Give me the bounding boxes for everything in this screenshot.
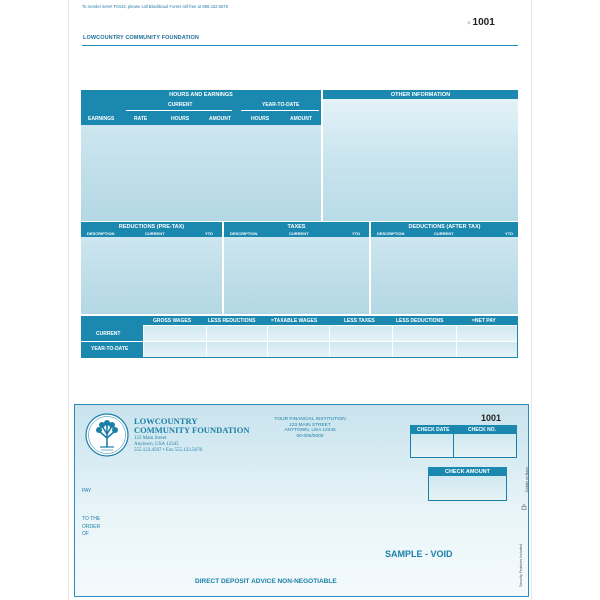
col-rate: RATE [134,116,148,122]
total-cell [207,342,267,357]
totals-col-less-taxes: LESS TAXES [344,318,375,324]
details-on-back-text: Details on Back [525,467,529,492]
check-number: 1001 [481,413,502,423]
direct-deposit-advice: DIRECT DEPOSIT ADVICE NON-NEGOTIABLE [195,578,337,585]
bank-street: 123 MAIN STREET [289,422,331,428]
total-cell [268,342,329,357]
lock-icon [521,497,527,503]
totals-col-less-reductions: LESS REDUCTIONS [208,318,256,324]
sample-void: SAMPLE - VOID [385,549,453,559]
tree-logo-icon [84,412,130,458]
total-cell [457,326,517,341]
bank-routing: 00-000/0000 [296,433,324,439]
check-address2: Anytown, USA 12345 [134,442,179,447]
ytd-underline [241,110,319,111]
col-amount-ytd: AMOUNT [290,116,312,122]
taxes-col-ytd: YTD [352,231,360,236]
pay-label: PAY [82,488,92,494]
check-org-name [134,417,249,435]
bank-city: ANYTOWN, USA 12345 [284,428,336,433]
totals-col-taxable: =TAXABLE WAGES [271,318,318,324]
check-no-field [454,434,516,457]
hours-earnings-body [81,125,321,221]
other-info-header: OTHER INFORMATION [323,90,518,99]
col-hours-ytd: HOURS [251,116,270,122]
details-side-text [525,467,533,492]
totals-col-net-pay: =NET PAY [472,318,496,324]
deductions-col-description: DESCRIPTION [377,231,405,236]
reductions-col-current: CURRENT [145,231,165,236]
col-hours-current: HOURS [171,116,190,122]
hours-earnings-header: HOURS AND EARNINGS [81,90,321,99]
totals-col-gross: GROSS WAGES [153,318,192,324]
total-cell [393,342,456,357]
of-label: OF [82,531,89,537]
taxes-col-current: CURRENT [289,231,309,236]
reorder-note: To reorder item# F0443, please call Blackbaud Forms toll-free at 888.432.5578 [82,4,228,9]
totals-row-ytd: YEAR-TO-DATE [91,346,129,352]
taxes-header: TAXES [224,222,369,231]
check-address1: 123 Main Street [134,436,167,441]
payee-label [82,516,100,539]
reductions-col-description: DESCRIPTION [87,231,115,236]
check-amount-label: CHECK AMOUNT [428,467,507,476]
other-info-body [323,99,518,221]
col-amount-current: AMOUNT [209,116,231,122]
total-cell [330,342,392,357]
total-cell [144,326,206,341]
totals-col-less-deductions: LESS DEDUCTIONS [396,318,444,324]
header-divider [82,45,518,46]
col-earnings: EARNINGS [88,116,115,122]
total-cell [457,342,517,357]
deductions-body [371,237,518,314]
current-label: CURRENT [168,102,193,108]
check-date-field [411,434,453,457]
check-org-line1: LOWCOUNTRY [134,416,198,426]
ytd-label: YEAR-TO-DATE [262,102,300,108]
total-cell [144,342,206,357]
deductions-col-current: CURRENT [434,231,454,236]
check-amount-field [429,476,506,500]
reductions-header: REDUCTIONS (PRE-TAX) [81,222,222,231]
total-cell [330,326,392,341]
check-org-line2: COMMUNITY FOUNDATION [134,425,250,435]
stub-check-number-value: 1001 [472,17,495,28]
totals-col-header-bar [143,316,518,325]
totals-row-divider [81,341,143,342]
check-no-label: CHECK NO. [468,427,497,433]
current-underline [126,110,232,111]
deductions-header: DEDUCTIONS (AFTER TAX) [371,222,518,231]
check-org-address [134,436,202,454]
reductions-body [81,237,222,314]
deductions-col-ytd: YTD [505,231,513,236]
total-cell [207,326,267,341]
totals-row-current: CURRENT [96,331,121,337]
check-date-label: CHECK DATE [417,427,450,433]
taxes-col-description: DESCRIPTION [230,231,258,236]
check-phone: 555.123.4567 • Fax 555.123.5678 [134,448,203,453]
to-the-label: TO THE [82,516,101,522]
security-features-text: Security Features Included [519,544,523,587]
bank-info [260,417,360,439]
stub-org-name: LOWCOUNTRY COMMUNITY FOUNDATION [83,35,199,41]
reductions-col-ytd: YTD [205,231,213,236]
taxes-body [224,237,369,314]
total-cell [268,326,329,341]
stub-check-number: × 1001 [467,17,495,28]
total-cell [393,326,456,341]
security-side-text [519,497,531,587]
order-label: ORDER [82,523,101,530]
bank-name: YOUR FINANCIAL INSTITUTION [274,417,346,422]
